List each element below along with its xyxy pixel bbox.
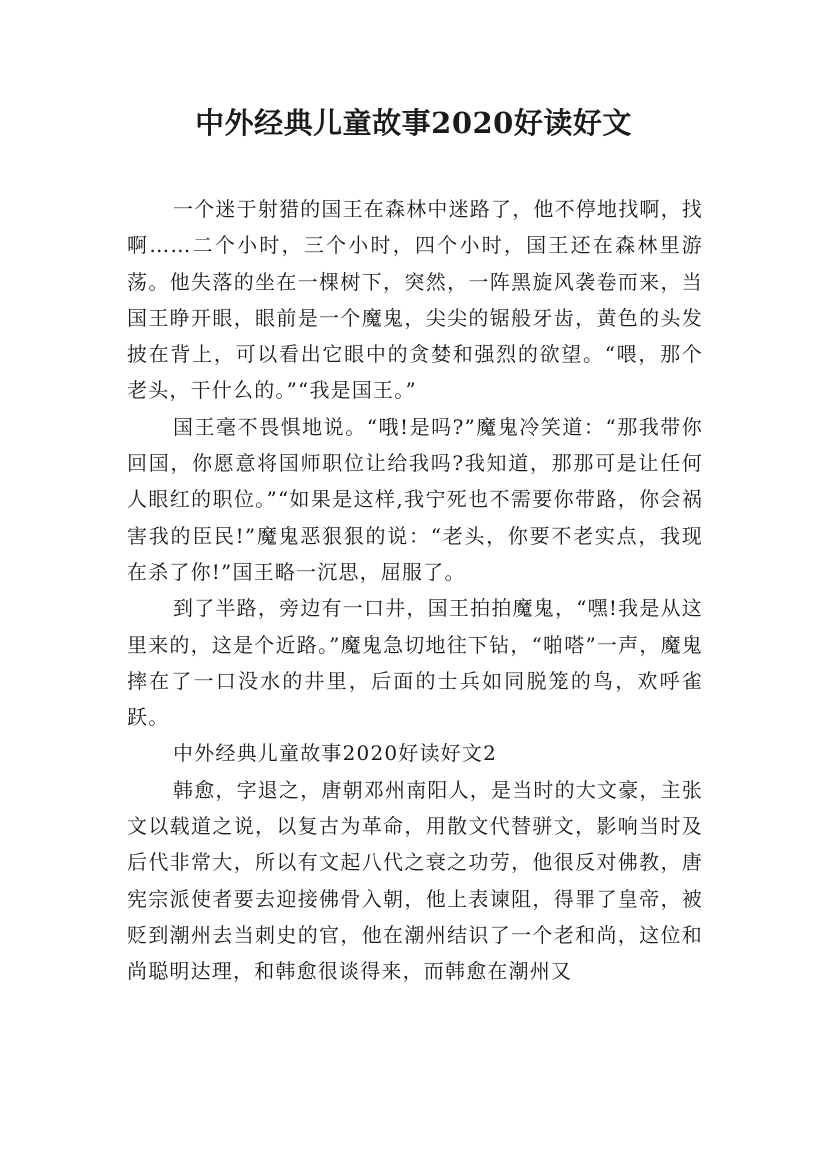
section-heading: 中外经典儿童故事2020好读好文2 — [173, 741, 498, 766]
document-body — [127, 191, 703, 990]
paragraph: 韩愈，字退之，唐朝邓州南阳人，是当时的大文豪，主张文以载道之说，以复古为革命，用散文代替骈文，影响当时及后代非常大，所以有文起八代之衰之功劳，他很反对佛教，唐宪宗派使者要去迎接佛骨入朝，他上表谏阻，得罪了皇帝，被贬到潮州去当刺史的官，他在潮州结识了一个老和尚，这位和尚聪明达理，和韩愈很谈得来，而韩愈在潮州又 — [127, 777, 703, 984]
paragraph: 到了半路，旁边有一口井，国王拍拍魔鬼，“嘿!我是从这里来的，这是个近路。”魔鬼急切地往下钻，“啪嗒”一声，魔鬼摔在了一口没水的井里，后面的士兵如同脱笼的鸟，欢呼雀跃。 — [127, 596, 703, 730]
paragraph: 一个迷于射猎的国王在森林中迷路了，他不停地找啊，找啊……二个小时，三个小时，四个小时，国王还在森林里游荡。他失落的坐在一棵树下，突然，一阵黑旋风袭卷而来，当国王睁开眼，眼前是一个魔鬼，尖尖的锯般牙齿，黄色的头发披在背上，可以看出它眼中的贪婪和强烈的欲望。“喂，那个老头，干什么的。”“我是国王。” — [127, 197, 703, 403]
document-title: 中外经典儿童故事2020好读好文 — [195, 106, 632, 140]
paragraph: 国王毫不畏惧地说。“哦!是吗?”魔鬼冷笑道：“那我带你回国，你愿意将国师职位让给我吗?我知道，那那可是让任何人眼红的职位。”“如果是这样,我宁死也不需要你带路，你会祸害我的臣民!”魔鬼恶狠狠的说：“老头，你要不老实点，我现在杀了你!”国王略一沉思，屈服了。 — [127, 414, 703, 584]
